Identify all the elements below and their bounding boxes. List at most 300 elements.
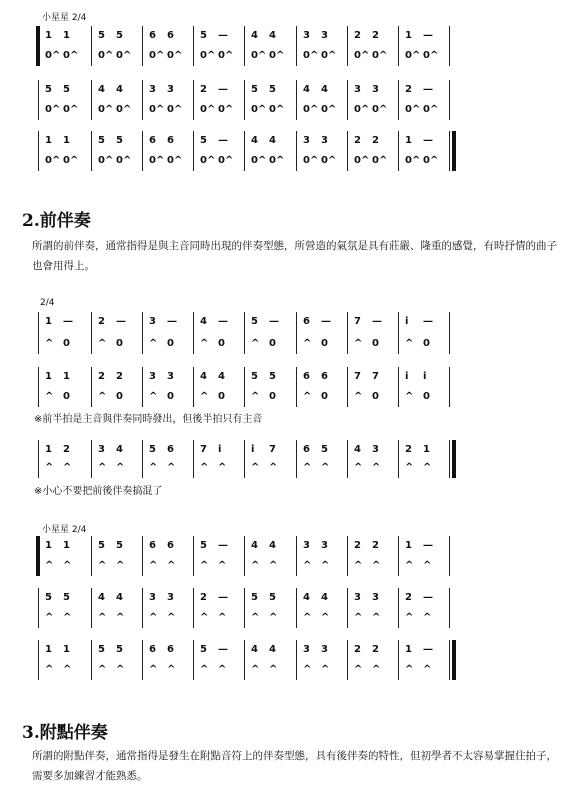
melody-note: 6 — [167, 444, 174, 455]
barline — [244, 536, 245, 576]
barline — [449, 367, 450, 407]
melody-note: 4 — [98, 592, 105, 603]
accompaniment-mark: ^ — [303, 664, 312, 675]
barline — [142, 131, 143, 171]
barline — [449, 80, 450, 120]
melody-note: 4 — [269, 135, 276, 146]
accompaniment-mark: 0^ — [321, 104, 337, 115]
accompaniment-mark: 0^ — [63, 155, 79, 166]
score-system — [0, 536, 587, 576]
barline — [296, 640, 297, 680]
accompaniment-mark: ^ — [218, 664, 227, 675]
accompaniment-mark: ^ — [354, 391, 363, 402]
accompaniment-mark: 0^ — [98, 104, 114, 115]
barline — [38, 367, 39, 407]
accompaniment-mark: 0^ — [218, 155, 234, 166]
melody-note: 3 — [167, 371, 174, 382]
accompaniment-mark: 0^ — [218, 104, 234, 115]
accompaniment-mark: 0^ — [45, 155, 61, 166]
accompaniment-mark: ^ — [149, 391, 158, 402]
barline — [38, 440, 39, 478]
accompaniment-mark: 0^ — [149, 104, 165, 115]
barline — [398, 131, 399, 171]
melody-note: 6 — [149, 30, 156, 41]
accompaniment-mark: ^ — [149, 462, 158, 473]
accompaniment-mark: ^ — [218, 462, 227, 473]
accompaniment-mark: 0^ — [405, 104, 421, 115]
barline — [142, 367, 143, 407]
melody-note: 4 — [98, 84, 105, 95]
final-barline — [452, 440, 456, 478]
melody-note: — — [423, 135, 433, 146]
barline — [449, 440, 450, 478]
barline — [91, 80, 92, 120]
barline — [296, 536, 297, 576]
melody-note: 5 — [116, 644, 123, 655]
accompaniment-mark: ^ — [269, 664, 278, 675]
accompaniment-mark: ^ — [45, 612, 54, 623]
melody-note: 5 — [269, 84, 276, 95]
barline — [244, 367, 245, 407]
melody-note: 2 — [405, 592, 412, 603]
accompaniment-mark: 0 — [63, 338, 70, 349]
accompaniment-mark: 0^ — [321, 155, 337, 166]
barline — [449, 131, 450, 171]
melody-note: 7 — [354, 316, 361, 327]
melody-note: 5 — [251, 84, 258, 95]
melody-note: 3 — [167, 84, 174, 95]
accompaniment-mark: 0^ — [269, 155, 285, 166]
accompaniment-mark: ^ — [63, 612, 72, 623]
barline — [398, 640, 399, 680]
accompaniment-mark: 0^ — [167, 50, 183, 61]
melody-note: 1 — [45, 644, 52, 655]
melody-note: 1 — [405, 540, 412, 551]
accompaniment-mark: ^ — [116, 560, 125, 571]
accompaniment-mark: ^ — [116, 664, 125, 675]
melody-note: 4 — [116, 592, 123, 603]
accompaniment-mark: 0 — [218, 391, 225, 402]
barline — [347, 588, 348, 628]
accompaniment-mark: 0^ — [45, 50, 61, 61]
melody-note: 1 — [405, 30, 412, 41]
accompaniment-mark: 0^ — [63, 104, 79, 115]
accompaniment-mark: ^ — [116, 462, 125, 473]
barline — [244, 440, 245, 478]
melody-note: 5 — [98, 30, 105, 41]
melody-note: — — [269, 316, 279, 327]
melody-note: 5 — [98, 644, 105, 655]
melody-note: 4 — [321, 592, 328, 603]
melody-note: 6 — [321, 371, 328, 382]
accompaniment-mark: ^ — [303, 560, 312, 571]
melody-note: 6 — [167, 644, 174, 655]
accompaniment-mark: ^ — [45, 338, 54, 349]
accompaniment-mark: ^ — [303, 612, 312, 623]
melody-note: 5 — [251, 592, 258, 603]
accompaniment-mark: ^ — [354, 462, 363, 473]
melody-note: 5 — [269, 371, 276, 382]
accompaniment-mark: 0^ — [372, 104, 388, 115]
melody-note: 6 — [149, 540, 156, 551]
accompaniment-mark: ^ — [218, 560, 227, 571]
barline — [38, 312, 39, 354]
melody-note: 5 — [116, 135, 123, 146]
accompaniment-mark: ^ — [423, 664, 432, 675]
melody-note: 2 — [405, 84, 412, 95]
barline — [347, 367, 348, 407]
melody-note: 1 — [45, 371, 52, 382]
melody-note: 4 — [269, 540, 276, 551]
melody-note: 4 — [251, 644, 258, 655]
accompaniment-mark: ^ — [63, 560, 72, 571]
final-barline — [452, 131, 456, 171]
barline — [347, 80, 348, 120]
score-system — [0, 80, 587, 120]
note-dont-confuse: ※小心不要把前後伴奏搞混了 — [34, 486, 163, 497]
accompaniment-mark: 0^ — [200, 50, 216, 61]
barline — [142, 440, 143, 478]
melody-note: 3 — [149, 84, 156, 95]
barline — [193, 312, 194, 354]
accompaniment-mark: ^ — [200, 462, 209, 473]
barline — [193, 440, 194, 478]
melody-note: 1 — [423, 444, 430, 455]
melody-note: 4 — [200, 371, 207, 382]
barline — [449, 26, 450, 66]
accompaniment-mark: 0 — [269, 338, 276, 349]
barline — [91, 131, 92, 171]
barline — [91, 440, 92, 478]
barline — [142, 536, 143, 576]
accompaniment-mark: ^ — [321, 462, 330, 473]
melody-note: — — [423, 592, 433, 603]
score-system — [0, 588, 587, 628]
accompaniment-mark: ^ — [354, 664, 363, 675]
melody-note: 3 — [321, 135, 328, 146]
section-paragraph-dotted-accompaniment: 所謂的附點伴奏，通常指得是發生在附點音符上的伴奏型態，具有後伴奏的特性，但初學者不太容易掌握住拍子，需要多加練習才能熟悉。 — [32, 750, 557, 782]
melody-note: 7 — [269, 444, 276, 455]
melody-note: — — [372, 316, 382, 327]
melody-note: 3 — [167, 592, 174, 603]
section-heading-front-accompaniment: 2.前伴奏 — [22, 211, 91, 231]
accompaniment-mark: ^ — [251, 338, 260, 349]
melody-note: 1 — [45, 540, 52, 551]
melody-note: 2 — [372, 135, 379, 146]
melody-note: — — [423, 316, 433, 327]
accompaniment-mark: ^ — [167, 664, 176, 675]
accompaniment-mark: ^ — [167, 560, 176, 571]
accompaniment-mark: ^ — [200, 338, 209, 349]
barline — [244, 640, 245, 680]
accompaniment-mark: 0^ — [303, 155, 319, 166]
accompaniment-mark: ^ — [405, 391, 414, 402]
melody-note: 4 — [303, 592, 310, 603]
accompaniment-mark: ^ — [303, 462, 312, 473]
melody-note: 5 — [45, 84, 52, 95]
accompaniment-mark: 0^ — [149, 50, 165, 61]
melody-note: 1 — [63, 30, 70, 41]
barline — [244, 26, 245, 66]
melody-note: — — [423, 84, 433, 95]
melody-note: — — [423, 540, 433, 551]
melody-note: 6 — [149, 135, 156, 146]
accompaniment-mark: ^ — [354, 560, 363, 571]
melody-note: 6 — [303, 444, 310, 455]
accompaniment-mark: ^ — [251, 560, 260, 571]
melody-note: 3 — [149, 316, 156, 327]
accompaniment-mark: ^ — [98, 664, 107, 675]
accompaniment-mark: 0^ — [269, 50, 285, 61]
melody-note: 2 — [63, 444, 70, 455]
melody-note: 3 — [372, 84, 379, 95]
accompaniment-mark: ^ — [354, 612, 363, 623]
accompaniment-mark: 0 — [116, 338, 123, 349]
melody-note: 4 — [303, 84, 310, 95]
barline — [38, 131, 39, 171]
barline — [36, 536, 40, 576]
melody-note: 5 — [269, 592, 276, 603]
barline — [193, 367, 194, 407]
barline — [142, 26, 143, 66]
barline — [142, 588, 143, 628]
accompaniment-mark: ^ — [167, 612, 176, 623]
accompaniment-mark: ^ — [167, 462, 176, 473]
melody-note: — — [218, 84, 228, 95]
melody-note: 1 — [63, 540, 70, 551]
score-system — [0, 26, 587, 66]
melody-note: 2 — [200, 84, 207, 95]
melody-note: 2 — [405, 444, 412, 455]
accompaniment-mark: ^ — [251, 391, 260, 402]
accompaniment-mark: ^ — [405, 338, 414, 349]
barline — [449, 312, 450, 354]
accompaniment-mark: ^ — [45, 391, 54, 402]
barline — [398, 312, 399, 354]
melody-note: 7 — [200, 444, 207, 455]
accompaniment-mark: ^ — [63, 462, 72, 473]
accompaniment-mark: 0^ — [354, 50, 370, 61]
barline — [296, 588, 297, 628]
melody-note: 5 — [63, 84, 70, 95]
barline — [91, 26, 92, 66]
barline — [398, 367, 399, 407]
barline — [38, 80, 39, 120]
melody-note: 3 — [149, 371, 156, 382]
melody-note: i — [218, 444, 222, 455]
accompaniment-mark: ^ — [45, 664, 54, 675]
accompaniment-mark: ^ — [321, 664, 330, 675]
accompaniment-mark: 0^ — [167, 104, 183, 115]
barline — [91, 640, 92, 680]
melody-note: 5 — [251, 316, 258, 327]
accompaniment-mark: ^ — [200, 391, 209, 402]
melody-note: — — [218, 592, 228, 603]
melody-note: 1 — [45, 316, 52, 327]
barline — [398, 588, 399, 628]
barline — [296, 367, 297, 407]
accompaniment-mark: 0^ — [149, 155, 165, 166]
accompaniment-mark: 0^ — [116, 50, 132, 61]
melody-note: 5 — [149, 444, 156, 455]
melody-note: 2 — [372, 644, 379, 655]
accompaniment-mark: 0^ — [303, 50, 319, 61]
melody-note: — — [218, 135, 228, 146]
melody-note: 1 — [63, 644, 70, 655]
accompaniment-mark: 0 — [116, 391, 123, 402]
accompaniment-mark: ^ — [405, 560, 414, 571]
melody-note: 5 — [200, 540, 207, 551]
accompaniment-mark: ^ — [98, 462, 107, 473]
accompaniment-mark: 0 — [372, 391, 379, 402]
barline — [38, 588, 39, 628]
melody-note: 5 — [116, 540, 123, 551]
melody-note: — — [423, 30, 433, 41]
accompaniment-mark: 0^ — [269, 104, 285, 115]
accompaniment-mark: ^ — [218, 612, 227, 623]
accompaniment-mark: 0^ — [251, 155, 267, 166]
melody-note: 4 — [116, 84, 123, 95]
melody-note: 4 — [321, 84, 328, 95]
accompaniment-mark: ^ — [269, 462, 278, 473]
accompaniment-mark: ^ — [149, 664, 158, 675]
accompaniment-mark: ^ — [149, 338, 158, 349]
barline — [296, 440, 297, 478]
barline — [244, 312, 245, 354]
melody-note: 5 — [200, 135, 207, 146]
melody-note: 3 — [354, 592, 361, 603]
accompaniment-mark: 0 — [63, 391, 70, 402]
accompaniment-mark: 0 — [167, 338, 174, 349]
melody-note: — — [218, 644, 228, 655]
melody-note: 2 — [354, 644, 361, 655]
melody-note: — — [423, 644, 433, 655]
melody-note: i — [405, 316, 409, 327]
melody-note: 2 — [200, 592, 207, 603]
barline — [142, 640, 143, 680]
accompaniment-mark: 0^ — [63, 50, 79, 61]
barline — [142, 80, 143, 120]
melody-note: 5 — [251, 371, 258, 382]
score-system — [0, 440, 587, 478]
melody-note: 5 — [98, 135, 105, 146]
melody-note: 5 — [63, 592, 70, 603]
accompaniment-mark: ^ — [321, 612, 330, 623]
barline — [347, 131, 348, 171]
melody-note: 3 — [372, 592, 379, 603]
accompaniment-mark: 0^ — [423, 104, 439, 115]
melody-note: 2 — [354, 30, 361, 41]
melody-note: 2 — [98, 371, 105, 382]
melody-note: 4 — [116, 444, 123, 455]
accompaniment-mark: 0^ — [200, 155, 216, 166]
accompaniment-mark: ^ — [149, 560, 158, 571]
accompaniment-mark: 0 — [269, 391, 276, 402]
melody-note: 3 — [321, 644, 328, 655]
melody-note: 2 — [98, 316, 105, 327]
melody-note: 1 — [45, 135, 52, 146]
melody-note: 3 — [321, 540, 328, 551]
melody-note: 2 — [354, 135, 361, 146]
melody-note: 1 — [63, 371, 70, 382]
barline — [91, 312, 92, 354]
accompaniment-mark: ^ — [251, 612, 260, 623]
accompaniment-mark: 0 — [167, 391, 174, 402]
accompaniment-mark: ^ — [372, 612, 381, 623]
melody-note: 6 — [167, 30, 174, 41]
accompaniment-mark: ^ — [423, 560, 432, 571]
accompaniment-mark: ^ — [98, 338, 107, 349]
score-system — [0, 312, 587, 354]
accompaniment-mark: 0 — [423, 338, 430, 349]
barline — [398, 26, 399, 66]
accompaniment-mark: 0^ — [251, 50, 267, 61]
melody-note: 4 — [200, 316, 207, 327]
barline — [347, 440, 348, 478]
melody-note: — — [116, 316, 126, 327]
barline — [193, 588, 194, 628]
melody-note: 1 — [63, 135, 70, 146]
accompaniment-mark: ^ — [98, 612, 107, 623]
time-signature: 2/4 — [40, 298, 55, 308]
melody-note: 5 — [45, 592, 52, 603]
accompaniment-mark: ^ — [405, 462, 414, 473]
melody-note: 4 — [251, 30, 258, 41]
melody-note: i — [423, 371, 427, 382]
accompaniment-mark: ^ — [372, 560, 381, 571]
melody-note: — — [218, 316, 228, 327]
accompaniment-mark: 0^ — [98, 50, 114, 61]
melody-note: 4 — [251, 135, 258, 146]
score-system — [0, 367, 587, 407]
melody-note: 4 — [354, 444, 361, 455]
melody-note: 5 — [200, 30, 207, 41]
melody-note: 3 — [303, 644, 310, 655]
accompaniment-mark: ^ — [423, 462, 432, 473]
melody-note: 3 — [321, 30, 328, 41]
melody-note: 4 — [269, 644, 276, 655]
melody-note: 1 — [405, 135, 412, 146]
accompaniment-mark: 0^ — [116, 155, 132, 166]
barline — [193, 80, 194, 120]
barline — [244, 80, 245, 120]
accompaniment-mark: ^ — [251, 664, 260, 675]
accompaniment-mark: 0^ — [405, 50, 421, 61]
melody-note: 3 — [372, 444, 379, 455]
score-system — [0, 131, 587, 171]
melody-note: 6 — [167, 135, 174, 146]
melody-note: i — [251, 444, 255, 455]
barline — [36, 26, 40, 66]
accompaniment-mark: ^ — [354, 338, 363, 349]
accompaniment-mark: 0^ — [372, 50, 388, 61]
accompaniment-mark: 0^ — [200, 104, 216, 115]
barline — [347, 26, 348, 66]
accompaniment-mark: ^ — [269, 560, 278, 571]
accompaniment-mark: ^ — [98, 391, 107, 402]
accompaniment-mark: ^ — [405, 664, 414, 675]
melody-note: 5 — [98, 540, 105, 551]
melody-note: 5 — [200, 644, 207, 655]
melody-note: 3 — [303, 540, 310, 551]
note-front-accompaniment: ※前半拍是主音與伴奏同時發出，但後半拍只有主音 — [34, 414, 263, 425]
barline — [91, 367, 92, 407]
barline — [296, 26, 297, 66]
melody-note: 1 — [405, 644, 412, 655]
accompaniment-mark: 0^ — [423, 50, 439, 61]
accompaniment-mark: ^ — [372, 462, 381, 473]
barline — [296, 131, 297, 171]
